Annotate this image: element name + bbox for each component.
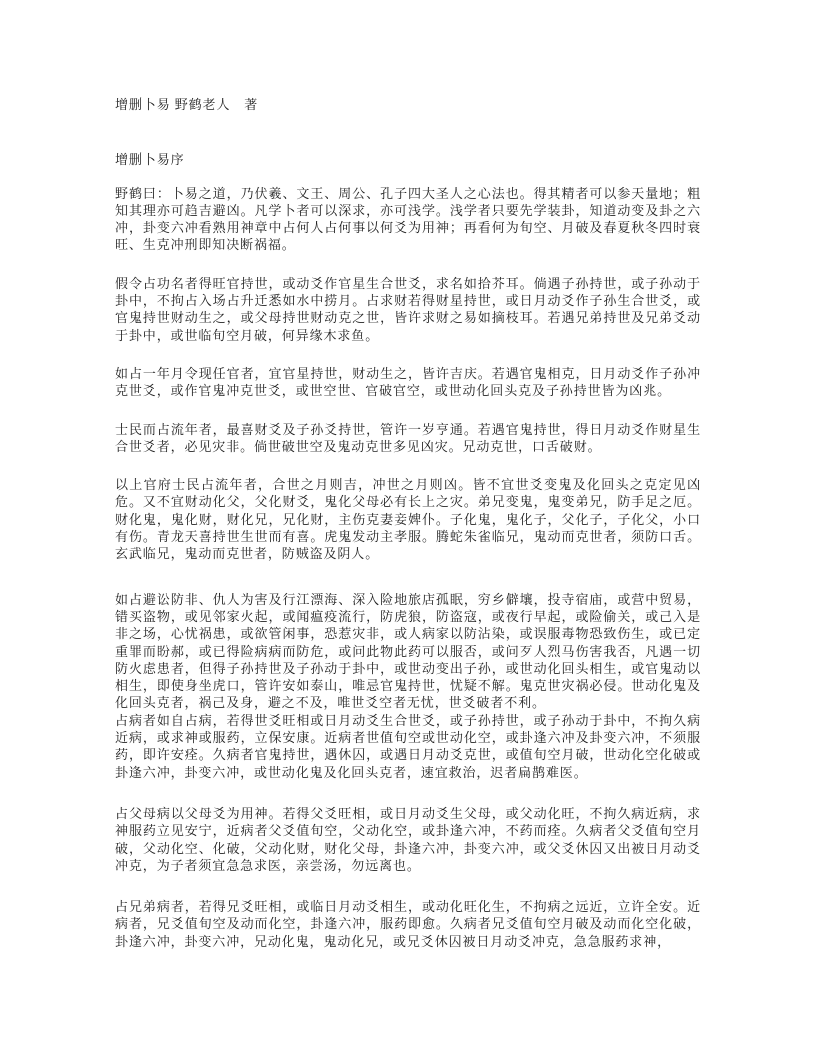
paragraph-official-yearly-fortune: 如占一年月令现任官者，宜官星持世，财动生之，皆许吉庆。若遇官鬼相克，日月动爻作子孙冲克世爻，或作官鬼冲克世爻，或世空世、官破官空，或世动化回头克及子孙持世皆为凶兆。 bbox=[115, 365, 701, 399]
paragraph-parents-illness: 占父母病以父母爻为用神。若得父爻旺相，或日月动爻生父母，或父动化旺，不拘久病近病，求神服药立见安宁，近病者父爻值旬空，父动化空，或卦逢六冲，不药而痊。久病者父爻值旬空月破，父动化空、化破，父动化财，财化父母，卦逢六冲，卦变六冲，或父爻休囚又出被日月动爻冲克，为子者须宜急急求医，亲尝汤，勿远离也。 bbox=[115, 805, 701, 873]
paragraph-siblings-illness: 占兄弟病者，若得兄爻旺相，或临日月动爻相生，或动化旺化生，不拘病之远近，立许全安。近病者，兄爻值旬空及动而化空，卦逢六冲，服药即愈。久病者兄爻值旬空月破及动而化空化破，卦逢六冲，卦变六冲，兄动化鬼，鬼动化兄，或兄爻休囚被日月动爻冲克，急急服药求神， bbox=[115, 899, 701, 949]
paragraph-yearly-fortune-summary: 以上官府士民占流年者，合世之月则吉，冲世之月则凶。皆不宜世爻变鬼及化回头之克定见凶危。又不宜财动化父，父化财爻，鬼化父母必有长上之灾。弟兄变鬼，鬼变弟兄，防手足之厄。财化鬼，鬼化财，财化兄，兄化财，主伤克妻妾婢仆。子化鬼，鬼化子，父化子，子化父，小口有伤。青龙天喜持世生世而有喜。虎鬼发动主孝服。腾蛇朱雀临兄，鬼动而克世者，须防口舌。玄武临兄，鬼动而克世者，防贼盗及阴人。 bbox=[115, 477, 701, 562]
paragraph-commoner-yearly-fortune: 士民而占流年者，最喜财爻及子孙爻持世，管许一岁亨通。若遇官鬼持世，得日月动爻作财星生合世爻者，必见灾非。倘世破世空及鬼动克世多见凶灾。兄动克世，口舌破财。 bbox=[115, 421, 701, 454]
paragraph-self-illness: 占病者如自占病，若得世爻旺相或日月动爻生合世爻，或子孙持世，或子孙动于卦中，不拘久病近病，或求神或服药，立保安康。近病者世值旬空或世动化空，或卦逢六冲及卦变六冲，不须服药，即许安痊。久病者官鬼持世，遇休囚，或遇日月动爻克世，或值旬空月破，世动化空化破或卦逢六冲，卦变六冲，或世动化鬼及化回头克者，速宜救治，迟者扁鹊难医。 bbox=[115, 712, 701, 780]
text-column bbox=[115, 0, 701, 971]
book-title-author-line: 增删卜易 野鹤老人 著 bbox=[115, 97, 259, 112]
paragraph-fame-and-wealth: 假令占功名者得旺官持世，或动爻作官星生合世爻，求名如拾芥耳。倘遇子孙持世，或子孙动于卦中，不拘占入场占升迁悉如水中捞月。占求财若得财星持世，或日月动爻作子孙生合世爻，或官鬼持世财动生之，或父母持世财动克之世，皆许求财之易如摘枝耳。若遇兄弟持世及兄弟爻动于卦中，或世临旬空月破，何异缘木求鱼。 bbox=[115, 275, 701, 343]
paragraph-avoiding-disaster: 如占避讼防非、仇人为害及行江漂海、深入险地旅店孤眠，穷乡僻壤，投寺宿庙，或营中贸易，错买盗物，或见邻家火起，或闻瘟疫流行，防虎狼，防盗寇，或夜行早起，或险偷关，或己入是非之场，心忧祸患，或欲管闲事，恐惹灾非，或人病家以防沾染，或误服毒物恐致伤生，或已定重罪而盼郝，或已得险病病而防危，或问此物此药可以服否，或问歹人烈马伤害我否，凡遇一切防火虑患者，但得子孙持世及子孙动于卦中，或世动变出子孙，或世动化回头相生，或官鬼动以相生，即使身坐虎口，管许安如泰山，唯忌官鬼持世，忧疑不解。鬼克世灾祸必侵。世动化鬼及化回头克者，祸己及身，避之不及，唯世爻空者无忧，世爻破者不利。 bbox=[115, 591, 701, 711]
paragraph-intro: 野鹤曰：卜易之道，乃伏羲、文王、周公、孔子四大圣人之心法也。得其精者可以参天量地；粗知其理亦可趋吉避凶。凡学卜者可以深求，亦可浅学。浅学者只要先学装卦，知道动变及卦之六冲，卦变六冲看熟用神章中占何人占何事以何爻为用神；再看何为旬空、月破及春夏秋冬四时衰旺、生克冲刑即知决断祸福。 bbox=[115, 185, 701, 253]
preface-heading: 增删卜易序 bbox=[115, 152, 185, 168]
